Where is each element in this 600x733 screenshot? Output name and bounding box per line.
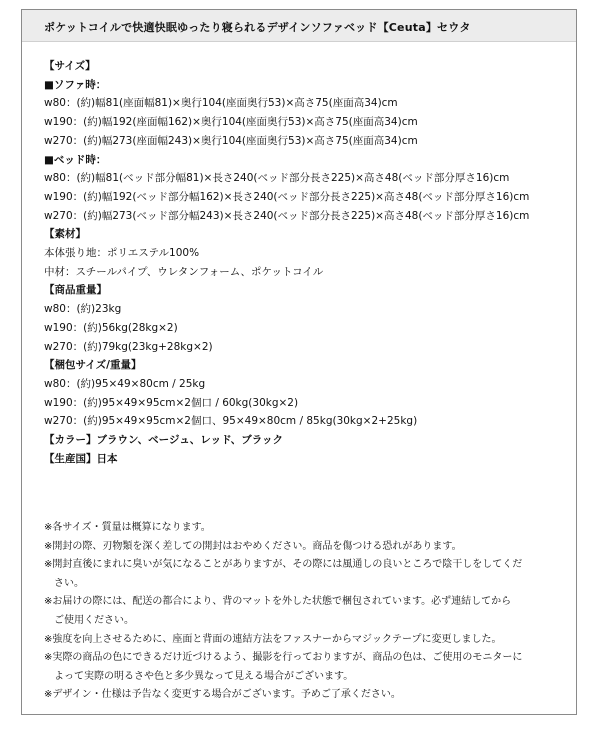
page-title: ポケットコイルで快適快眠ゆったり寝られるデザインソファベッド【Ceuta】セウタ [44,21,471,34]
note-line: ※開封の際、刃物類を深く差しての開封はおやめください。商品を傷つける恐れがあります。 [44,540,462,552]
note-line: ご使用ください。 [44,614,134,626]
spec-heading: 【商品重量】 [44,284,107,297]
spec-line: 本体張り地：ポリエステル100% [44,247,200,260]
spec-line: w190：(約)56kg(28kg×2) [44,321,178,334]
spec-heading: ■ソファ時： [44,78,107,91]
spec-line: w190：(約)幅192(座面幅162)×奥行104(座面奥行53)×高さ75(座面高34)cm [44,116,418,129]
note-line: ※お届けの際には、配送の都合により、背のマットを外した状態で梱包されています。必ず連結してから [44,596,512,608]
spec-line: 中材：スチールパイプ、ウレタンフォーム、ポケットコイル [44,265,324,278]
spec-line: w270：(約)幅273(座面幅243)×奥行104(座面奥行53)×高さ75(座面高34)cm [44,134,418,147]
spec-heading: 【素材】 [44,228,86,241]
note-line: ※実際の商品の色にできるだけ近づけるよう、撮影を行っておりますが、商品の色は、ご使用のモニターに [44,652,523,664]
spec-heading: 【カラー】ブラウン、ベージュ、レッド、ブラック [44,434,283,447]
note-line: よって実際の明るさや色と多少異なって見える場合がございます。 [44,670,354,682]
spec-line: w190：(約)95×49×95cm×2個口 / 60kg(30kg×2) [44,396,299,409]
spec-line: w80：(約)23kg [44,303,122,316]
note-line: ※開封直後にまれに臭いが気になることがありますが、その際には風通しの良いところで陰干しをしてくだ [44,559,523,571]
notes-list [44,519,564,705]
note-line: ※デザイン・仕様は予告なく変更する場合がございます。予めご了承ください。 [44,689,401,701]
spec-heading: 【サイズ】 [44,60,96,72]
spec-line: w270：(約)95×49×95cm×2個口、95×49×80cm / 85kg(30kg×2+25kg) [44,415,418,428]
spec-line: w80：(約)幅81(ベッド部分幅81)×長さ240(ベッド部分長さ225)×高さ48(ベッド部分厚さ16)cm [44,172,510,185]
note-line: さい。 [44,577,84,589]
spec-line: w190：(約)幅192(ベッド部分幅162)×長さ240(ベッド部分長さ225)×高さ48(ベッド部分厚さ16)cm [44,190,530,203]
title-bar [22,10,576,42]
spec-panel [21,9,577,715]
spec-line: w80：(約)幅81(座面幅81)×奥行104(座面奥行53)×高さ75(座面高34)cm [44,97,398,110]
spec-line: w270：(約)幅273(ベッド部分幅243)×長さ240(ベッド部分長さ225)×高さ48(ベッド部分厚さ16)cm [44,209,530,222]
spec-line: w80：(約)95×49×80cm / 25kg [44,377,206,390]
spec-line: w270：(約)79kg(23kg+28kg×2) [44,340,213,353]
spec-heading: 【梱包サイズ/重量】 [44,359,142,372]
spec-heading: 【生産国】日本 [44,452,118,465]
note-line: ※強度を向上させるために、座面と背面の連結方法をファスナーからマジックテープに変更しました。 [44,633,502,645]
note-line: ※各サイズ・質量は概算になります。 [44,522,211,533]
spec-heading: ■ベッド時： [44,153,107,166]
spec-list [44,57,564,468]
